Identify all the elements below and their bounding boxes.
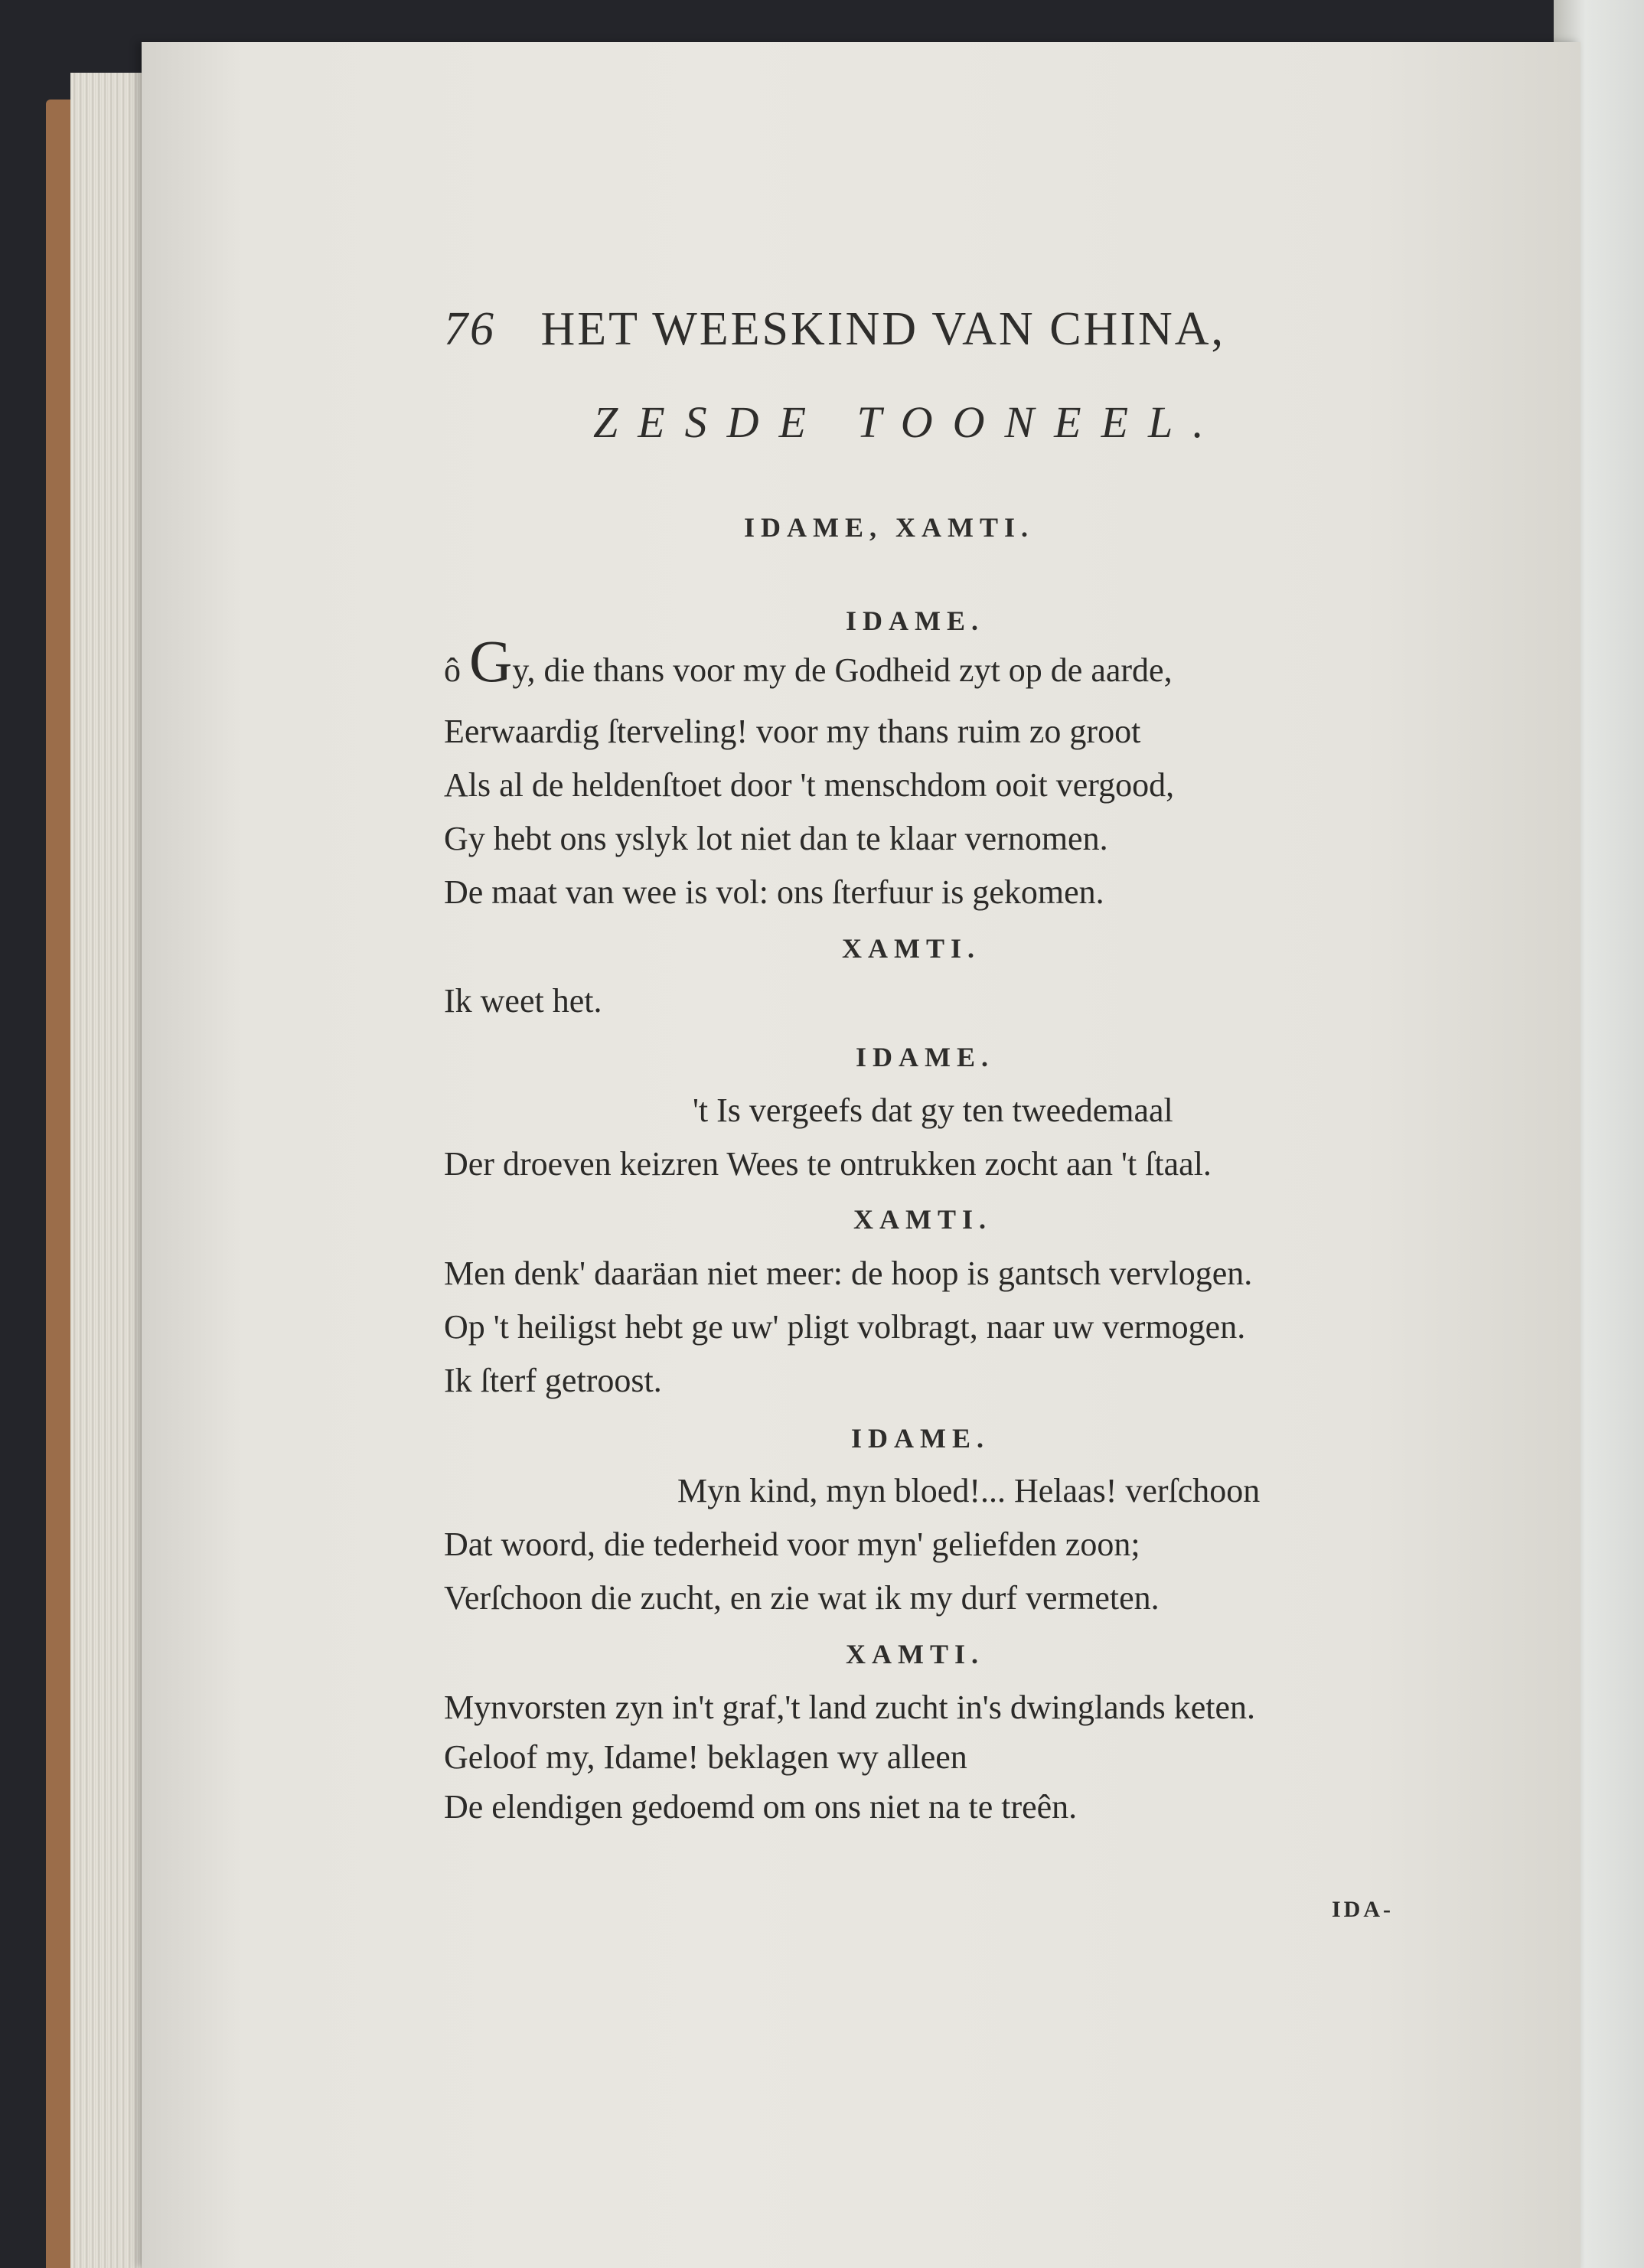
speaker-label: IDAME.	[846, 605, 984, 636]
speaker-label: IDAME.	[856, 1042, 994, 1072]
running-title: HET WEESKIND VAN CHINA,	[540, 303, 1226, 355]
verse-line: Als al de heldenſtoet door 't menschdom ooit vergood,	[444, 766, 1175, 804]
speaker-label: XAMTI.	[842, 933, 980, 964]
verse-line: Der droeven keizren Wees te ontrukken zocht aan 't ſtaal.	[444, 1145, 1212, 1183]
page-number: 76	[444, 303, 496, 355]
scene-title: ZESDE TOONEEL.	[593, 397, 1224, 447]
verse-line: Myn kind, myn bloed!... Helaas! verſchoon	[677, 1472, 1261, 1509]
verse-line: Ik weet het.	[444, 982, 602, 1020]
verse-prefix: ô	[444, 651, 469, 689]
verse-line: Dat woord, die tederheid voor myn' geliefden zoon;	[444, 1526, 1140, 1563]
verse-line: Op 't heiligst hebt ge uw' pligt volbragt, naar uw vermogen.	[444, 1308, 1246, 1346]
characters-line: IDAME, XAMTI.	[744, 512, 1034, 543]
running-head	[444, 302, 1225, 357]
catchword: IDA-	[1332, 1897, 1394, 1922]
verse-line: Geloof my, Idame! beklagen wy alleen	[444, 1738, 967, 1776]
verse-line	[444, 628, 1173, 694]
verse-line: Gy hebt ons yslyk lot niet dan te klaar vernomen.	[444, 820, 1108, 857]
verse-line: Mynvorsten zyn in't graf,'t land zucht in's dwinglands keten.	[444, 1689, 1256, 1726]
speaker-label: XAMTI.	[846, 1639, 984, 1669]
verse-line: De elendigen gedoemd om ons niet na te treên.	[444, 1788, 1078, 1826]
verse-line: Men denk' daaräan niet meer: de hoop is gantsch vervlogen.	[444, 1255, 1253, 1292]
speaker-label: XAMTI.	[853, 1204, 992, 1235]
verse-line: De maat van wee is vol: ons ſterfuur is gekomen.	[444, 873, 1104, 911]
verse-text: y, die thans voor my de Godheid zyt op de aarde,	[512, 651, 1173, 689]
verse-line: Eerwaardig ſterveling! voor my thans ruim zo groot	[444, 713, 1141, 750]
verse-line: 't Is vergeefs dat gy ten tweedemaal	[693, 1092, 1173, 1129]
speaker-label: IDAME.	[851, 1423, 990, 1454]
verse-line: Ik ſterf getroost.	[444, 1362, 662, 1399]
drop-cap: G	[469, 628, 513, 694]
verse-line: Verſchoon die zucht, en zie wat ik my durf vermeten.	[444, 1579, 1160, 1617]
